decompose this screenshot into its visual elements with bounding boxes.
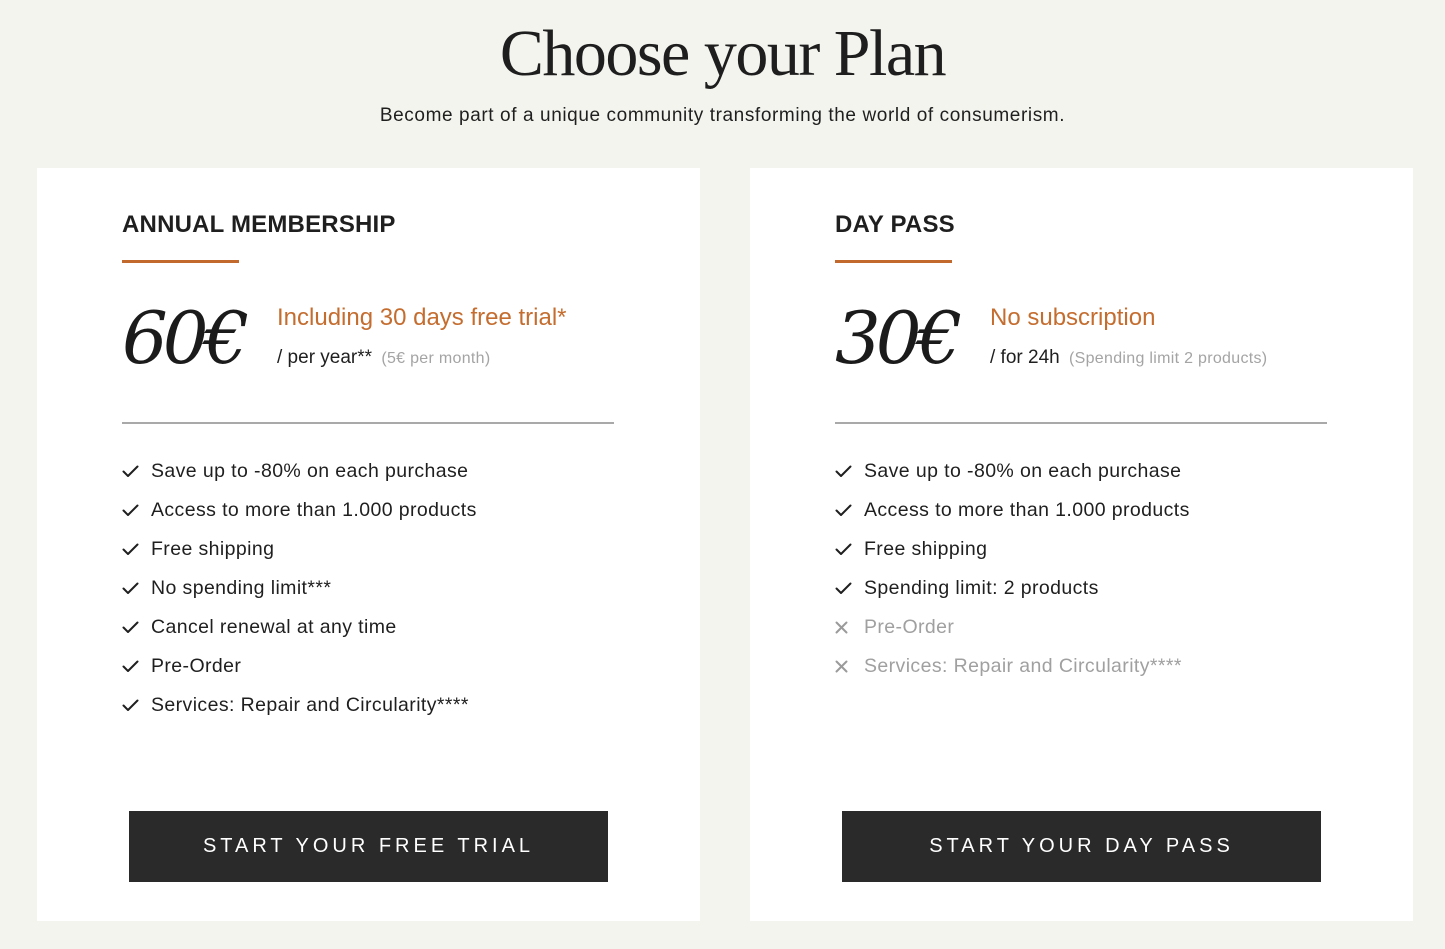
feature-label: Save up to -80% on each purchase xyxy=(864,460,1182,482)
check-icon xyxy=(122,465,151,478)
feature-label: Services: Repair and Circularity**** xyxy=(151,694,469,716)
plan-price-note: Including 30 days free trial* xyxy=(277,304,567,331)
plan-price: 60€ xyxy=(122,296,245,380)
feature-item xyxy=(835,452,1190,491)
feature-item xyxy=(835,530,1190,569)
feature-item xyxy=(122,452,477,491)
start-free-trial-button[interactable]: START YOUR FREE TRIAL xyxy=(129,811,608,882)
check-icon xyxy=(835,504,864,517)
feature-label: No spending limit*** xyxy=(151,577,332,599)
start-day-pass-button[interactable]: START YOUR DAY PASS xyxy=(842,811,1321,882)
page-title: Choose your Plan xyxy=(499,17,946,90)
feature-item xyxy=(835,491,1190,530)
plan-period-detail: (5€ per month) xyxy=(381,350,491,367)
feature-item xyxy=(122,530,477,569)
plan-title: ANNUAL MEMBERSHIP xyxy=(122,211,396,238)
plan-price: 30€ xyxy=(835,296,958,380)
plan-period xyxy=(990,346,1267,371)
x-icon xyxy=(835,621,864,634)
check-icon xyxy=(122,543,151,556)
feature-item xyxy=(122,608,477,647)
check-icon xyxy=(122,504,151,517)
feature-label: Free shipping xyxy=(151,538,275,560)
x-icon xyxy=(835,660,864,673)
feature-item-unavailable xyxy=(835,608,1190,647)
check-icon xyxy=(122,582,151,595)
plan-title: DAY PASS xyxy=(835,211,955,238)
plan-period-text: / per year** xyxy=(277,347,373,368)
check-icon xyxy=(835,582,864,595)
feature-label: Save up to -80% on each purchase xyxy=(151,460,469,482)
feature-item-unavailable xyxy=(835,647,1190,686)
plan-price-note: No subscription xyxy=(990,304,1156,331)
plan-period-detail: (Spending limit 2 products) xyxy=(1069,350,1268,367)
title-underline xyxy=(122,260,239,263)
feature-label: Cancel renewal at any time xyxy=(151,616,397,638)
feature-label: Pre-Order xyxy=(864,616,955,638)
plan-period xyxy=(277,346,490,371)
check-icon xyxy=(122,660,151,673)
feature-item xyxy=(122,569,477,608)
check-icon xyxy=(122,699,151,712)
feature-label: Pre-Order xyxy=(151,655,242,677)
plan-divider xyxy=(122,422,614,424)
check-icon xyxy=(835,543,864,556)
feature-label: Access to more than 1.000 products xyxy=(864,499,1190,521)
feature-list xyxy=(122,452,477,725)
check-icon xyxy=(835,465,864,478)
feature-list xyxy=(835,452,1190,686)
feature-item xyxy=(122,647,477,686)
feature-item xyxy=(122,491,477,530)
plan-divider xyxy=(835,422,1327,424)
feature-label: Free shipping xyxy=(864,538,988,560)
check-icon xyxy=(122,621,151,634)
feature-label: Services: Repair and Circularity**** xyxy=(864,655,1182,677)
plan-card-annual xyxy=(37,168,700,921)
plan-card-day-pass xyxy=(750,168,1413,921)
title-underline xyxy=(835,260,952,263)
plan-period-text: / for 24h xyxy=(990,347,1060,368)
feature-label: Spending limit: 2 products xyxy=(864,577,1099,599)
feature-item xyxy=(122,686,477,725)
feature-item xyxy=(835,569,1190,608)
page-subtitle: Become part of a unique community transforming the world of consumerism. xyxy=(379,105,1066,126)
feature-label: Access to more than 1.000 products xyxy=(151,499,477,521)
